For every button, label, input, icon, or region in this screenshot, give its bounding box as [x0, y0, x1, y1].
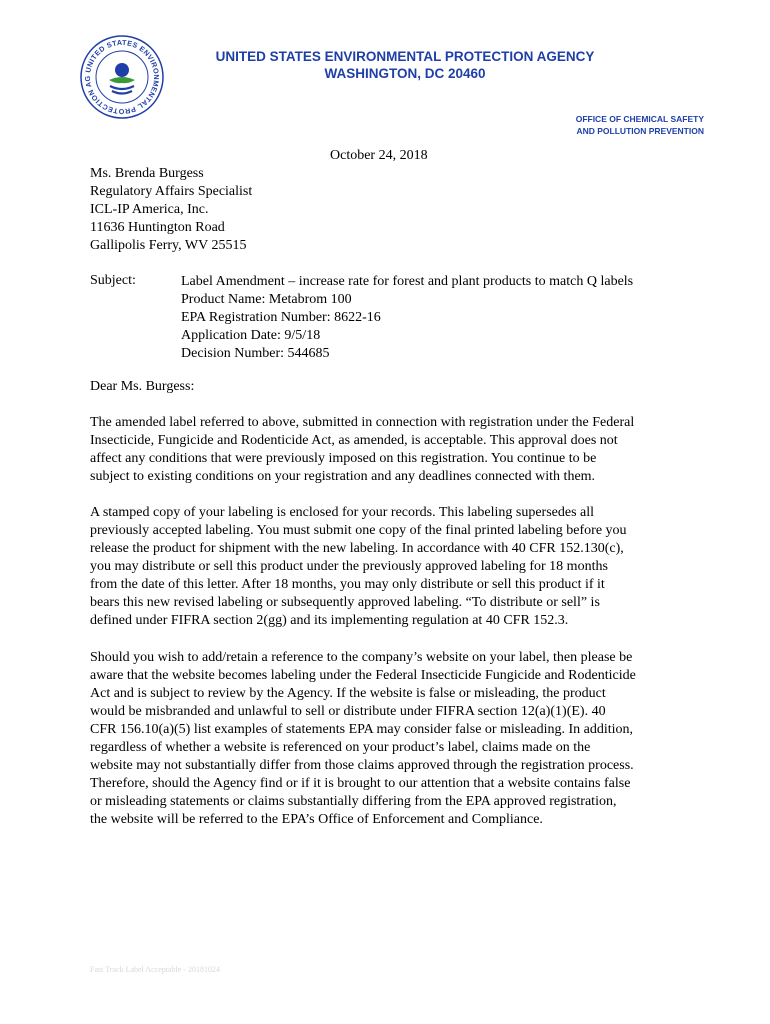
paragraph-line: regardless of whether a website is referenced on your product’s label, claims made on the [90, 740, 591, 755]
address-line: ICL-IP America, Inc. [90, 202, 209, 217]
epa-seal-logo [79, 34, 165, 120]
office-header [576, 113, 704, 137]
address-line: 11636 Huntington Road [90, 220, 225, 235]
agency-name: UNITED STATES ENVIRONMENTAL PROTECTION AGENCY [215, 49, 595, 64]
paragraph-3 [90, 649, 690, 829]
paragraph-line: The amended label referred to above, submitted in connection with registration under the Federal [90, 415, 635, 430]
subject-label: Subject: [90, 273, 136, 288]
subject-line: Decision Number: 544685 [181, 346, 330, 361]
paragraph-line: would be misbranded and unlawful to sell or distribute under FIFRA section 12(a)(1)(E). 40 [90, 704, 606, 719]
office-line-1: OFFICE OF CHEMICAL SAFETY [575, 114, 704, 124]
subject-block [181, 273, 633, 363]
agency-city: WASHINGTON, DC 20460 [324, 66, 486, 81]
address-line: Regulatory Affairs Specialist [90, 184, 253, 199]
paragraph-line: CFR 156.10(a)(5) list examples of statements EPA may consider false or misleading. In addition, [90, 722, 634, 737]
paragraph-line: or misleading statements or claims substantially differing from the EPA approved registration, [90, 794, 617, 809]
paragraph-line: bears this new revised labeling or subsequently approved labeling. “To distribute or sell” is [90, 595, 600, 610]
paragraph-line: you may distribute or sell this product under the previously approved labeling for 18 months [90, 559, 608, 574]
paragraph-line: aware that the website becomes labeling under the Federal Insecticide Fungicide and Rodenticide [90, 668, 636, 683]
paragraph-line: defined under FIFRA section 2(gg) and its implementing regulation at 40 CFR 152.3. [90, 613, 569, 628]
paragraph-2 [90, 504, 690, 630]
agency-header [160, 48, 650, 82]
paragraph-line: previously accepted labeling. You must submit one copy of the final printed labeling before you [90, 523, 627, 538]
subject-line: Label Amendment – increase rate for forest and plant products to match Q labels [181, 274, 634, 289]
paragraph-line: from the date of this letter. After 18 months, you may only distribute or sell this product if it [90, 577, 605, 592]
office-line-2: AND POLLUTION PREVENTION [576, 126, 704, 136]
paragraph-line: affect any conditions that were previously imposed on this registration. You continue to be [90, 451, 597, 466]
paragraph-line: Act and is subject to review by the Agency. If the website is false or misleading, the product [90, 686, 606, 701]
address-line: Gallipolis Ferry, WV 25515 [90, 238, 247, 253]
subject-line: Application Date: 9/5/18 [181, 328, 321, 343]
svg-text:UNITED STATES ENVIRONMENTAL PR: UNITED STATES ENVIRONMENTAL PROTECTION AG [82, 37, 162, 117]
paragraph-line: subject to existing conditions on your registration and any deadlines connected with them. [90, 469, 596, 484]
salutation: Dear Ms. Burgess: [90, 379, 195, 394]
paragraph-line: release the product for shipment with the new labeling. In accordance with 40 CFR 152.130(c), [90, 541, 624, 556]
subject-line: Product Name: Metabrom 100 [181, 292, 352, 307]
paragraph-1 [90, 414, 690, 486]
paragraph-line: the website will be referred to the EPA’s Office of Enforcement and Compliance. [90, 812, 543, 827]
address-line: Ms. Brenda Burgess [90, 166, 204, 181]
paragraph-line: A stamped copy of your labeling is enclosed for your records. This labeling supersedes all [90, 505, 595, 520]
page-footer: Fast Track Label Acceptable - 20181024 [90, 965, 220, 974]
paragraph-line: Insecticide, Fungicide and Rodenticide Act, as amended, is acceptable. This approval does not [90, 433, 618, 448]
paragraph-line: Should you wish to add/retain a reference to the company’s website on your label, then please be [90, 650, 633, 665]
subject-line: EPA Registration Number: 8622-16 [181, 310, 381, 325]
paragraph-line: website may not substantially differ from those claims approved through the registration process. [90, 758, 634, 773]
paragraph-line: Therefore, should the Agency find or if it is brought to our attention that a website contains false [90, 776, 631, 791]
recipient-address [90, 165, 252, 255]
letter-date: October 24, 2018 [330, 148, 428, 163]
